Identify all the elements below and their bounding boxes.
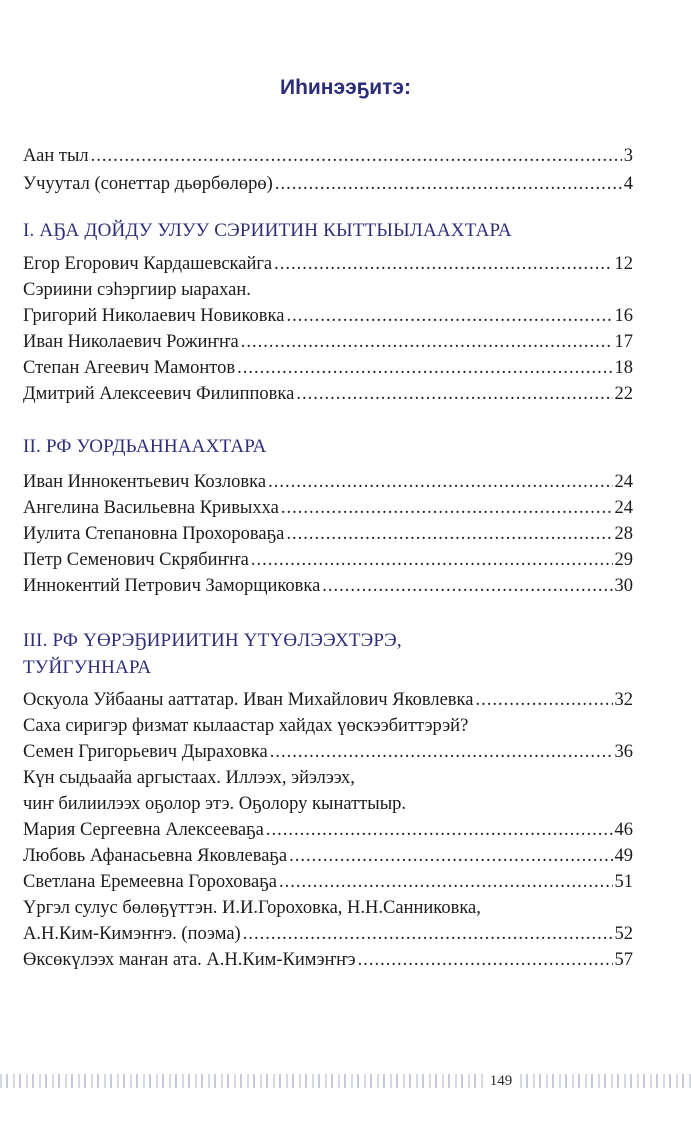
- toc-entry-page: 29: [614, 550, 633, 570]
- dot-leader: [289, 844, 612, 869]
- toc-entry-label: Өксөкүлээх маҥан ата. А.Н.Ким-Кимэҥҥэ: [23, 950, 356, 970]
- toc-entry-subtitle: Сэриини сэhэргиир ыарахан.: [23, 280, 251, 300]
- toc-entry-page: 22: [614, 384, 633, 404]
- toc-entry-page: 51: [614, 872, 633, 892]
- toc-entry: [23, 948, 633, 973]
- toc-entry: [23, 688, 633, 713]
- toc-entry-subtitle: Күн сыдьаайа аргыстаах. Иллээх, эйэлээх,: [23, 768, 355, 788]
- section-heading-line: III. РФ ҮӨРЭҔИРИИТИН ҮТҮӨЛЭЭХТЭРЭ,: [23, 630, 402, 651]
- toc-entry: [23, 304, 633, 329]
- toc-entry-label: Иннокентий Петрович Заморщиковка: [23, 576, 321, 596]
- toc-entry-label: Мария Сергеевна Алексееваҕа: [23, 820, 264, 840]
- toc-entry: [23, 574, 633, 599]
- toc-entry: [23, 922, 633, 947]
- section-heading-line: ТУЙГУННАРА: [23, 657, 152, 678]
- toc-entry-label: Дмитрий Алексеевич Филипповка: [23, 384, 295, 404]
- dot-leader: [274, 252, 612, 277]
- toc-entry: [23, 330, 633, 355]
- dot-leader: [358, 948, 613, 973]
- toc-entry-subtitle: Саха сиригэр физмат кылаастар хайдах үөскээбиттэрэй?: [23, 716, 469, 736]
- toc-entry-label: А.Н.Ким-Кимэҥҥэ. (поэма): [23, 924, 241, 944]
- toc-entry-page: 30: [614, 576, 633, 596]
- section-heading-line: I. АҔА ДОЙДУ УЛУУ СЭРИИТИН КЫТТЫЫЛААХТАРА: [23, 220, 512, 241]
- dot-leader: [279, 870, 613, 895]
- toc-entry-page: 24: [614, 472, 633, 492]
- dot-leader: [281, 496, 613, 521]
- toc-entry-label: Любовь Афанасьевна Яковлеваҕа: [23, 846, 288, 866]
- toc-entry-label: Петр Семенович Скрябиҥҥа: [23, 550, 249, 570]
- dot-leader: [296, 382, 612, 407]
- toc-entry: [23, 496, 633, 521]
- toc-entry-label: Учуутал (сонеттар дьөрбөлөрө): [23, 174, 273, 194]
- toc-entry-page: 16: [614, 306, 633, 326]
- toc-entry-label: Григорий Николаевич Новиковка: [23, 306, 285, 326]
- dot-leader: [266, 818, 613, 843]
- section-heading-line: II. РФ УОРДЬАННААХТАРА: [23, 436, 267, 457]
- dot-leader: [286, 304, 612, 329]
- dot-leader: [243, 922, 613, 947]
- toc-entry-label: Степан Агеевич Мамонтов: [23, 358, 236, 378]
- toc-entry: [23, 548, 633, 573]
- toc-entry-page: 36: [614, 742, 633, 762]
- dot-leader: [475, 688, 612, 713]
- toc-entry-page: 24: [614, 498, 633, 518]
- section-heading: [23, 218, 633, 243]
- toc-entry-label: Иулита Степановна Прохороваҕа: [23, 524, 285, 544]
- toc-entry-subtitle: Үргэл сулус бөлөҕүттэн. И.И.Гороховка, Н.Н.Санниковка,: [23, 898, 481, 918]
- toc-entry-subtitle: чиҥ билиилээх оҕолор этэ. Оҕолору кынаттыыр.: [23, 794, 406, 814]
- toc-entry: [23, 522, 633, 547]
- toc-entry-label: Аан тыл: [23, 146, 89, 166]
- toc-entry-page: 17: [614, 332, 633, 352]
- toc-entry-page: 4: [623, 174, 633, 194]
- section-heading: [23, 628, 633, 680]
- toc-entry: [23, 870, 633, 895]
- toc-entry-label: Оскуола Уйбааны ааттатар. Иван Михайлович Яковлевка: [23, 690, 474, 710]
- page-number: 149: [484, 1072, 518, 1090]
- ornament-band: [0, 1074, 691, 1088]
- dot-leader: [322, 574, 612, 599]
- page-title: Иhинээҕитэ:: [279, 76, 412, 99]
- toc-entry: [23, 382, 633, 407]
- toc-entry-page: 46: [614, 820, 633, 840]
- dot-leader: [270, 740, 613, 765]
- toc-entry-label: Ангелина Васильевна Кривыхха: [23, 498, 279, 518]
- toc-entry-page: 52: [614, 924, 633, 944]
- dot-leader: [241, 330, 613, 355]
- toc-entry: [23, 740, 633, 765]
- toc-entry-page: 12: [614, 254, 633, 274]
- toc-entry-label: Егор Егорович Кардашевскайга: [23, 254, 273, 274]
- toc-entry: [23, 252, 633, 277]
- toc-entry: [23, 470, 633, 495]
- toc-entry-page: 3: [623, 146, 633, 166]
- toc-entry: [23, 144, 633, 169]
- dot-leader: [251, 548, 613, 573]
- toc-entry-label: Светлана Еремеевна Гороховаҕа: [23, 872, 277, 892]
- toc-entry-label: Иван Николаевич Рожиҥҥа: [23, 332, 239, 352]
- dot-leader: [91, 144, 622, 169]
- toc-entry: [23, 818, 633, 843]
- toc-entry-label: Семен Григорьевич Дыраховка: [23, 742, 268, 762]
- toc-entry: [23, 356, 633, 381]
- toc-entry-page: 49: [614, 846, 633, 866]
- toc-entry-label: Иван Иннокентьевич Козловка: [23, 472, 267, 492]
- toc-entry-page: 57: [614, 950, 633, 970]
- toc-entry: [23, 844, 633, 869]
- toc-entry-page: 32: [614, 690, 633, 710]
- dot-leader: [275, 172, 622, 197]
- dot-leader: [237, 356, 612, 381]
- toc-entry: [23, 172, 633, 197]
- toc-entry-page: 28: [614, 524, 633, 544]
- section-heading: [23, 434, 633, 459]
- table-of-contents: [23, 144, 633, 973]
- dot-leader: [286, 522, 612, 547]
- toc-entry-page: 18: [614, 358, 633, 378]
- dot-leader: [268, 470, 612, 495]
- footer-ornament: [0, 1072, 691, 1092]
